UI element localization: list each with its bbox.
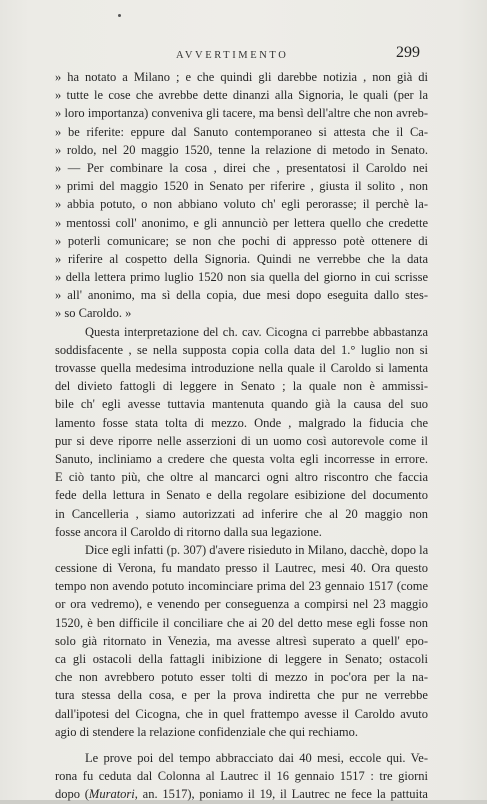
page-number: 299: [396, 44, 420, 61]
text-line: » abbia potuto, o non abbiano voluto ch' egli perorasse; il perchè la-: [55, 197, 428, 212]
paragraph-gap: [55, 741, 428, 749]
text-line: » primi del maggio 1520 in Senato per riferire , giusta il solito , non: [55, 179, 428, 194]
text-line: » be riferite: eppure dal Sanuto contemporaneo si attesta che il Ca-: [55, 124, 428, 139]
text-line: cessione di Verona, fu mandato presso il Lautrec, mesi 40. Ora questo: [55, 561, 428, 576]
page-header: [0, 44, 487, 64]
text-line: tempo non avendo potuto incominciare prima del 23 gennaio 1517 (come: [55, 579, 428, 594]
text-line: Le prove poi del tempo abbracciato dai 40 mesi, eccole qui. Ve-: [85, 750, 428, 765]
text-line: » roldo, nel 20 maggio 1520, tenne la relazione di metodo in Senato.: [55, 142, 428, 157]
paragraph-milan-residence: [55, 541, 428, 741]
text-line: » della lettera primo luglio 1520 non sia quella del giorno in cui scrisse: [55, 270, 428, 285]
text-line: dall'ipotesi del Cicogna, che in quel frattempo avesse il Caroldo avuto: [55, 706, 428, 721]
text-line: » so Caroldo. »: [55, 306, 132, 321]
text-line: dopo (Muratori, an. 1517), poniamo il 19, il Lautrec ne fece la pattuita: [55, 787, 428, 802]
text-line: fede della lettura in Senato e della regolare esibizione del documento: [55, 488, 428, 503]
text-line: tura stessa della cosa, e per la prova indiretta che pur ne verrebbe: [55, 688, 428, 703]
text-line: fosse ancora il Caroldo di ritorno dalla sua legazione.: [55, 524, 322, 539]
text-line: » poterli comunicare; se non che pochi di appresso potè ottenere di: [55, 233, 428, 248]
text-line: » all' anonimo, ma sì della copia, due mesi dopo eseguita dallo stes-: [55, 288, 428, 303]
text-line: solo già ritornato in Venezia, ma avesse altresì superato a quell' epo-: [55, 633, 428, 648]
text-line: Sanuto, incliniamo a credere che questa volta egli incorresse in errore.: [55, 451, 428, 466]
text-line: ca gli ostacoli della fattagli inibizione di leggere in Senato; ostacoli: [55, 652, 428, 666]
text-line: rona fu ceduta dal Colonna al Lautrec il 16 gennaio 1517 : tre giorni: [55, 769, 428, 784]
text-line: Questa interpretazione del ch. cav. Cicogna ci parrebbe abbastanza: [85, 324, 428, 339]
body-text: [55, 68, 428, 804]
text-line: » loro importanza) conveniva gli tacere, ma bensì dell'altre che non avreb-: [55, 106, 428, 121]
ink-speck: [118, 14, 121, 17]
text-line: in Cancelleria , siamo autorizzati ad inferire che al 20 maggio non: [55, 506, 428, 521]
text-line: che non avrebbero potuto esser tolti di mezzo in poc'ora per la na-: [55, 670, 428, 685]
running-head: AVVERTIMENTO: [176, 50, 289, 61]
text-line: » mentossi coll' anonimo, e gli annunciò per lettera quello che credette: [55, 215, 428, 230]
text-line: » riferire al cospetto della Signoria. Quindi ne verrebbe che la data: [55, 251, 428, 266]
paragraph-interpretation: [55, 323, 428, 541]
text-line: soddisfacente , se nella supposta copia colla data del 1.° luglio non si: [55, 342, 428, 357]
text-line: » tutte le cose che avrebbe dette dinanzi alla Signoria, le quali (per la: [55, 88, 428, 103]
text-line: or ora vedremo), e venendo per conseguenza a compirsi nel 23 maggio: [55, 597, 428, 612]
paragraph-quote: [55, 68, 428, 323]
text-line: Dice egli infatti (p. 307) d'avere risieduto in Milano, dacchè, dopo la: [85, 542, 428, 557]
text-line: del divieto fattogli di leggere in Senato ; la quale non è ammissi-: [55, 379, 428, 394]
text-line: » — Per combinare la cosa , direi che , presentatosi il Caroldo nei: [55, 160, 428, 175]
text-line: lamento fosse stata tolta di mezzo. Onde , malgrado la fiducia che: [55, 415, 428, 430]
text-line: trovasse quella medesima introduzione nella quale il Caroldo si lamenta: [55, 361, 428, 375]
paragraph-proofs: [55, 749, 428, 804]
text-line: E ciò tanto più, che oltre al mancarci ogni altro riscontro che faccia: [55, 470, 428, 485]
cited-author: Muratori: [88, 787, 135, 802]
text-line: agio di stendere la relazione confidenziale che qui rechiamo.: [55, 724, 358, 739]
text-line: » ha notato a Milano ; e che quindi gli darebbe notizia , non già di: [55, 70, 428, 84]
text-line: bile ch' egli avesse tuttavia mantenuta quando già la causa del suo: [55, 397, 428, 412]
text-line: 1520, è ben difficile il conciliare che ai 20 del detto mese egli fosse non: [55, 615, 428, 630]
text-line: pur si deve riporre nelle asserzioni di un uomo così autorevole come il: [55, 433, 428, 448]
